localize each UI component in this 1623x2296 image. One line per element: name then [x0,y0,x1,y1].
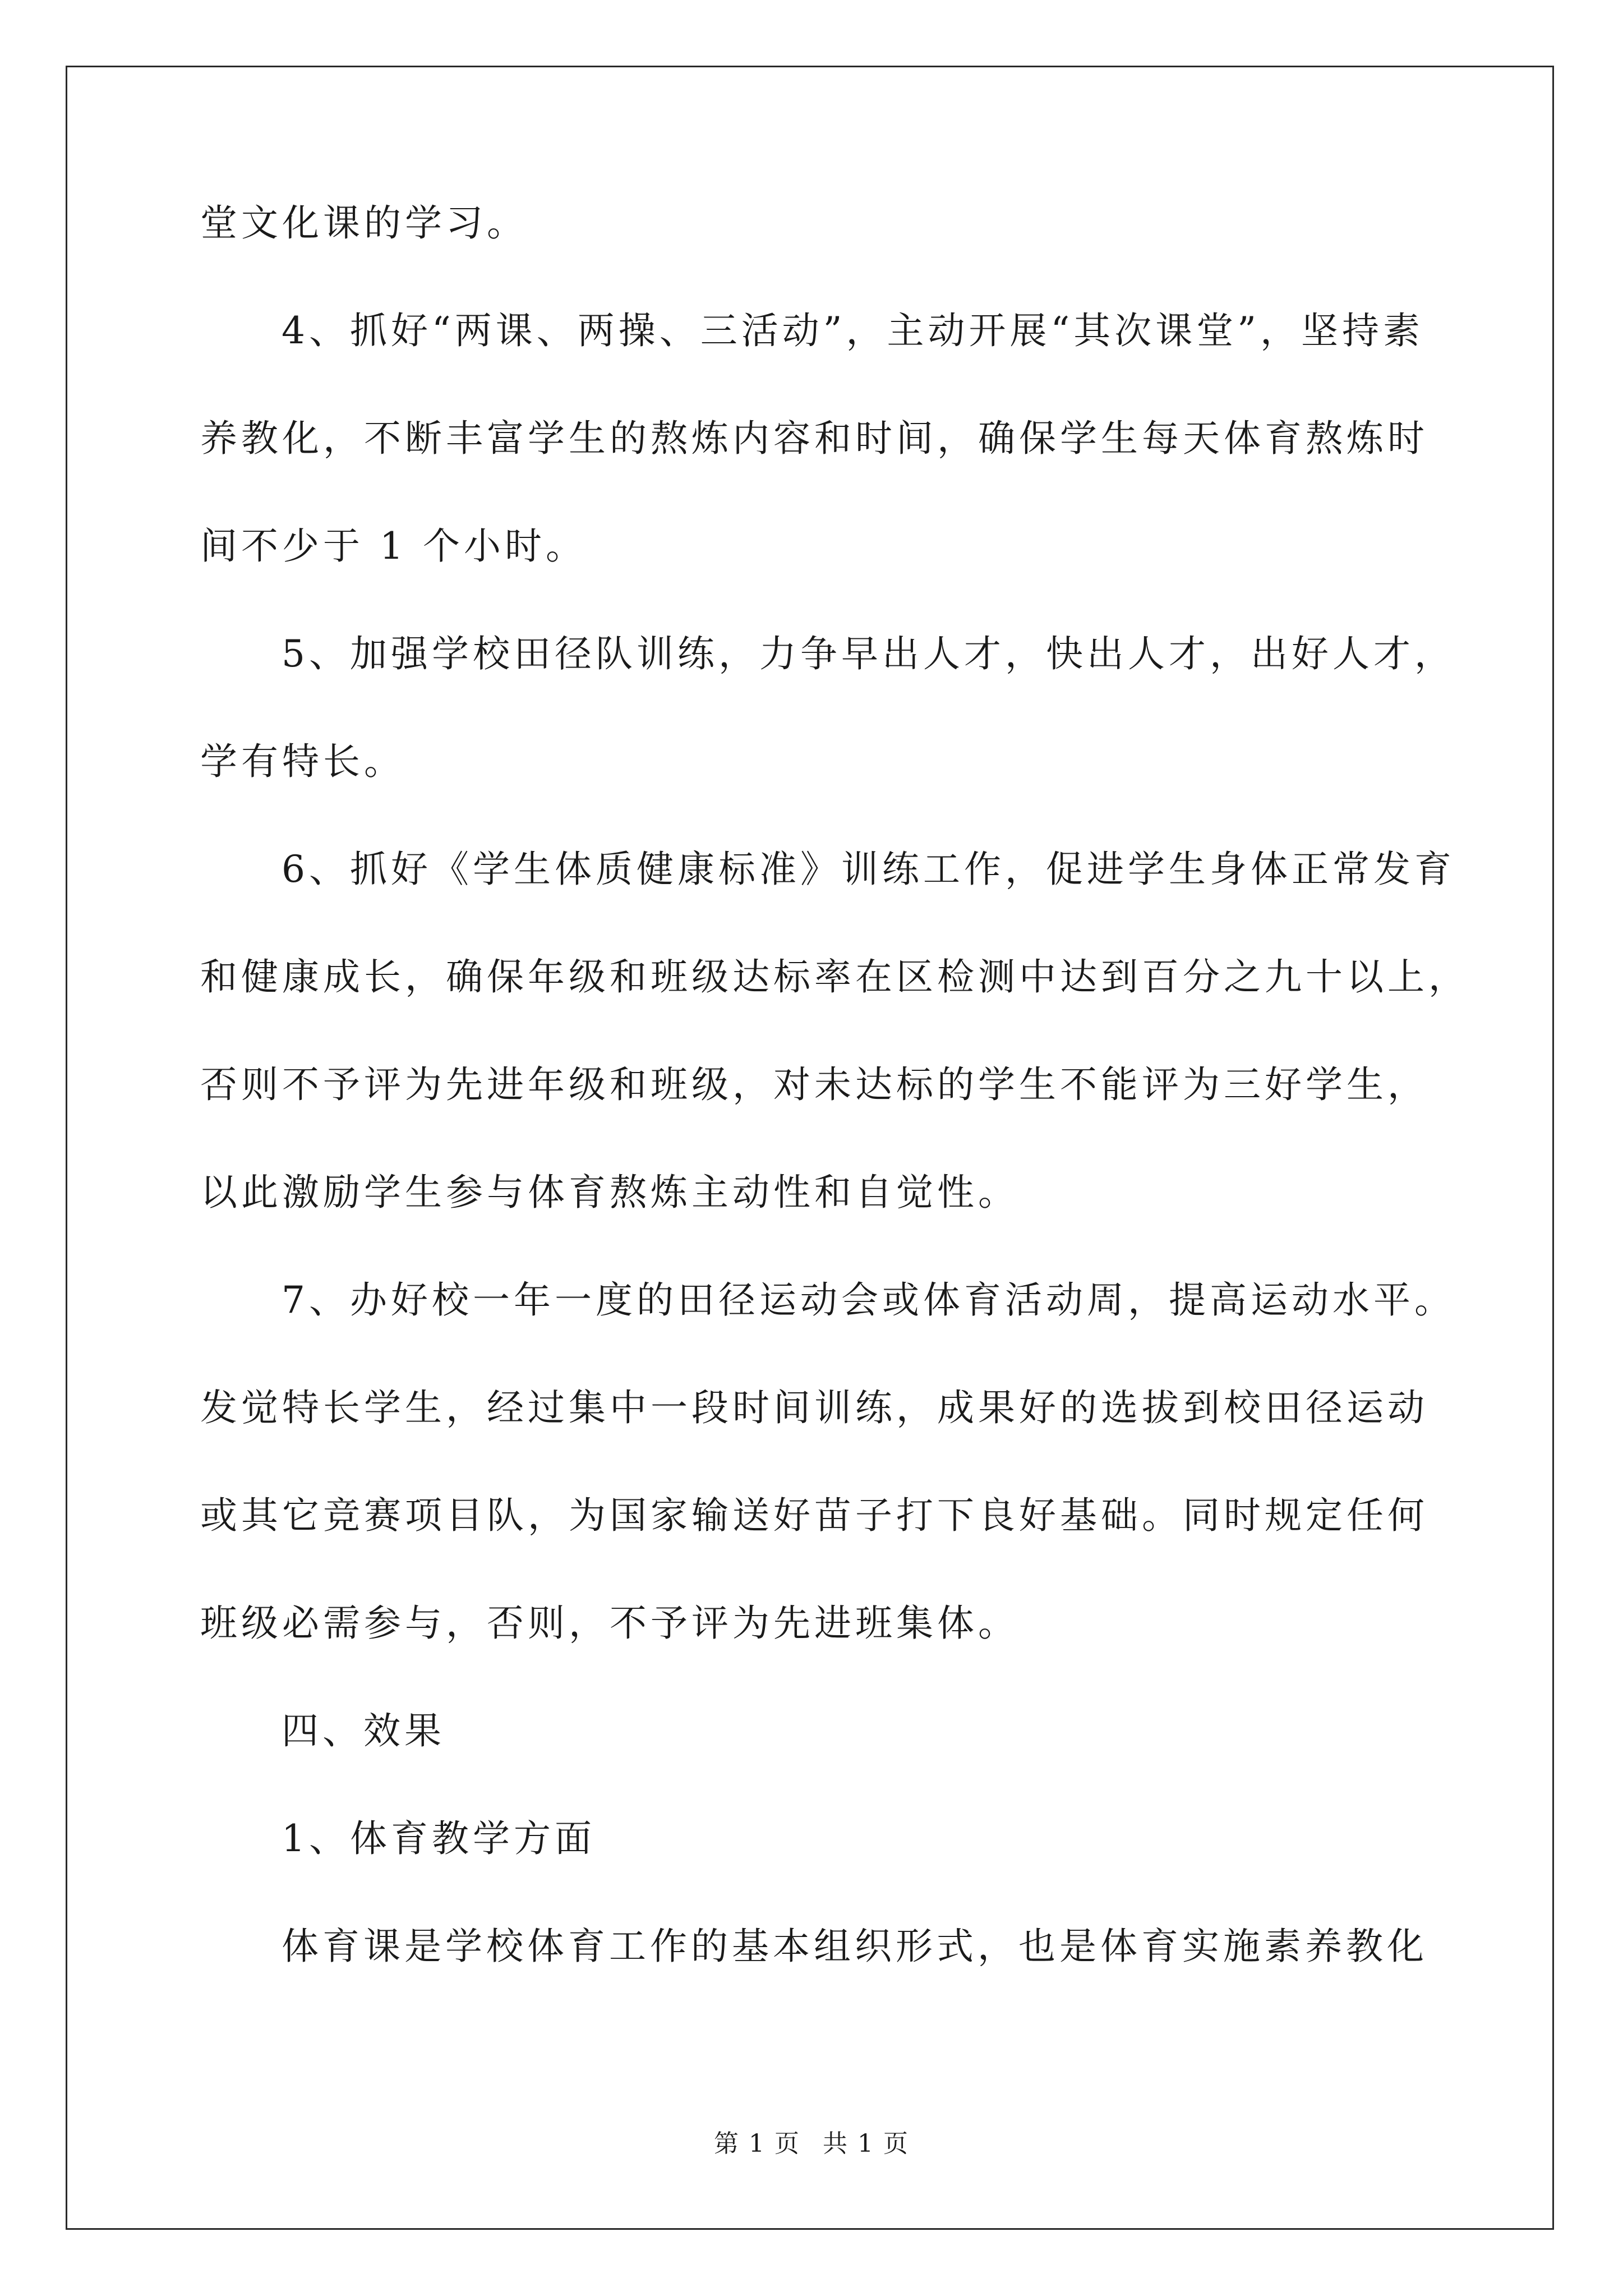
text-line: 体育课是学校体育工作的基本组织形式，也是体育实施素养教化 [282,1925,1428,1968]
text-line: 学有特长。 [200,740,405,783]
text-line: 6、抓好《学生体质健康标准》训练工作，促进学生身体正常发育 [282,848,1455,891]
page-footer [0,2123,1623,2159]
subsection-heading: 1、体育教学方面 [282,1817,596,1860]
text-line: 5、加强学校田径队训练，力争早出人才，快出人才，出好人才， [282,632,1455,675]
section-heading: 四、效果 [282,1709,445,1752]
text-line: 或其它竞赛项目队，为国家输送好苗子打下良好基础。同时规定任何 [200,1494,1428,1537]
text-line: 养教化，不断丰富学生的熬炼内容和时间，确保学生每天体育熬炼时 [200,417,1428,460]
text-line: 发觉特长学生，经过集中一段时间训练，成果好的选拔到校田径运动 [200,1386,1428,1429]
text-line: 否则不予评为先进年级和班级，对未达标的学生不能评为三好学生， [200,1063,1428,1106]
text-line: 班级必需参与，否则，不予评为先进班集体。 [200,1602,1019,1645]
page-number: 第 1 页 [714,2129,800,2158]
text-line: 以此激励学生参与体育熬炼主动性和自觉性。 [200,1171,1019,1214]
text-line: 堂文化课的学习。 [200,201,528,245]
document-body [200,194,1469,2024]
text-line: 间不少于 1 个小时。 [200,524,587,568]
text-line: 和健康成长，确保年级和班级达标率在区检测中达到百分之九十以上， [200,955,1469,999]
text-line: 4、抓好“两课、两操、三活动”，主动开展“其次课堂”，坚持素 [282,309,1424,352]
page-total: 共 1 页 [823,2129,909,2158]
text-line: 7、办好校一年一度的田径运动会或体育活动周，提高运动水平。 [282,1278,1455,1322]
